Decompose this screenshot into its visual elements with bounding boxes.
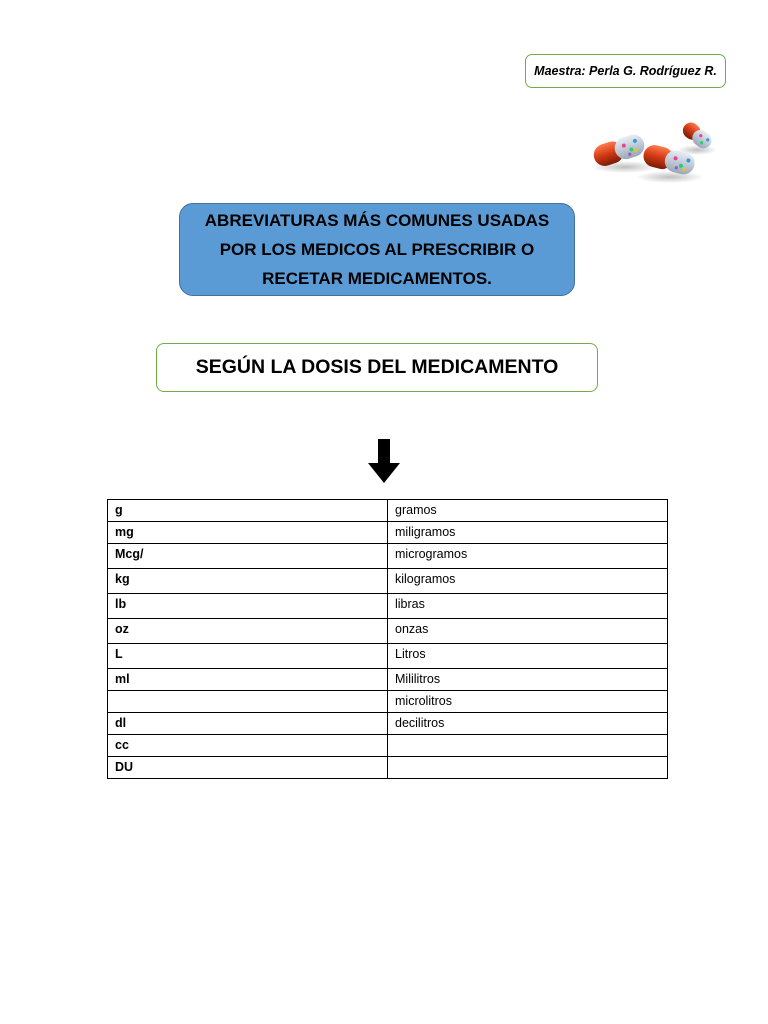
section-subtitle: SEGÚN LA DOSIS DEL MEDICAMENTO (195, 356, 559, 378)
table-row (108, 619, 668, 644)
abbr-cell: ml (108, 669, 388, 691)
abbr-cell: Mcg/ (108, 544, 388, 569)
meaning-cell: kilogramos (388, 569, 668, 594)
table-row (108, 691, 668, 713)
table-row (108, 713, 668, 735)
abbr-cell: kg (108, 569, 388, 594)
meaning-cell: Mililitros (388, 669, 668, 691)
meaning-cell: onzas (388, 619, 668, 644)
abbr-cell: g (108, 500, 388, 522)
arrow-down-icon (368, 439, 400, 483)
table-row (108, 522, 668, 544)
meaning-cell (388, 735, 668, 757)
meaning-cell: microlitros (388, 691, 668, 713)
title-box (179, 203, 575, 296)
meaning-cell: miligramos (388, 522, 668, 544)
abbr-cell: cc (108, 735, 388, 757)
table-row (108, 500, 668, 522)
abbreviations-table (107, 499, 668, 779)
abbr-cell: lb (108, 594, 388, 619)
table-row (108, 544, 668, 569)
table-row (108, 569, 668, 594)
abbr-cell: DU (108, 757, 388, 779)
abbr-cell: oz (108, 619, 388, 644)
abbr-cell (108, 691, 388, 713)
meaning-cell (388, 757, 668, 779)
abbr-cell: L (108, 644, 388, 669)
table-row (108, 594, 668, 619)
page-title: ABREVIATURAS MÁS COMUNES USADAS POR LOS MEDICOS AL PRESCRIBIR O RECETAR MEDICAMENTOS. (204, 211, 550, 288)
table-row (108, 669, 668, 691)
meaning-cell: microgramos (388, 544, 668, 569)
meaning-cell: libras (388, 594, 668, 619)
pills-image (585, 105, 720, 195)
table-row (108, 644, 668, 669)
table-row (108, 735, 668, 757)
table-row (108, 757, 668, 779)
abbr-cell: dl (108, 713, 388, 735)
teacher-name-box (525, 54, 726, 88)
teacher-name: Maestra: Perla G. Rodríguez R. (534, 64, 717, 78)
meaning-cell: gramos (388, 500, 668, 522)
meaning-cell: decilitros (388, 713, 668, 735)
meaning-cell: Litros (388, 644, 668, 669)
abbr-cell: mg (108, 522, 388, 544)
subtitle-box (156, 343, 598, 392)
